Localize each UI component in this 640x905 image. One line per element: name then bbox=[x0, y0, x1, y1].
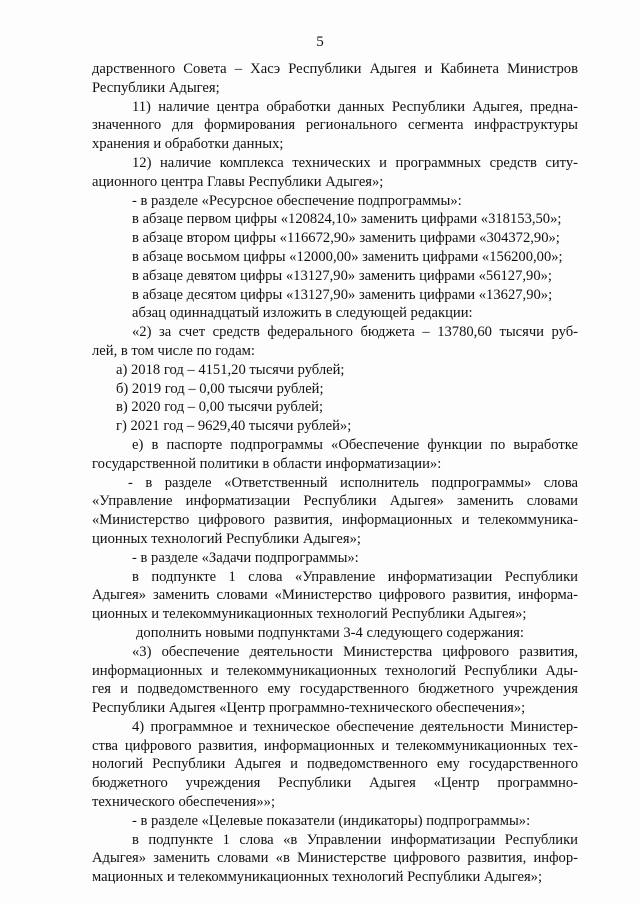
text-line: хранения и обработки данных; bbox=[92, 136, 284, 153]
text-line: б) 2019 год – 0,00 тысячи рублей; bbox=[116, 380, 324, 397]
text-line: в) 2020 год – 0,00 тысячи рублей; bbox=[116, 399, 324, 416]
text-line: в абзаце девятом цифры «13127,90» заменить цифрами «56127,90»; bbox=[132, 267, 552, 284]
text-line: гея и подведомственного ему государственного бюджетного учреждения bbox=[92, 681, 578, 698]
text-line: - в разделе «Целевые показатели (индикаторы) подпрограммы»: bbox=[132, 812, 531, 829]
text-line: дарственного Совета – Хасэ Республики Адыгея и Кабинета Министров bbox=[92, 61, 578, 77]
text-line: абзац одиннадцатый изложить в следующей редакции: bbox=[132, 305, 473, 322]
text-line: в абзаце втором цифры «116672,90» заменить цифрами «304372,90»; bbox=[132, 230, 560, 247]
text-line: ционных и телекоммуникационных технологий Республики Адыгея»; bbox=[92, 606, 527, 623]
text-line: дополнить новыми подпунктами 3-4 следующего содержания: bbox=[136, 624, 524, 641]
text-line: ционных технологий Республики Адыгея»; bbox=[92, 530, 361, 547]
text-line: «2) за счет средств федерального бюджета – 13780,60 тысячи руб- bbox=[132, 324, 578, 341]
text-line: мационных и телекоммуникационных технологий Республики Адыгея»; bbox=[92, 869, 543, 886]
text-line: г) 2021 год – 9629,40 тысячи рублей»; bbox=[116, 418, 352, 435]
page-number: 5 bbox=[316, 34, 324, 50]
document-body bbox=[92, 60, 578, 887]
text-line: Республики Адыгея; bbox=[92, 79, 220, 96]
text-line: 12) наличие комплекса технических и программных средств ситу- bbox=[132, 154, 578, 171]
text-line: в подпункте 1 слова «в Управлении информатизации Республики bbox=[132, 831, 578, 848]
text-line: в абзаце десятом цифры «13127,90» заменить цифрами «13627,90»; bbox=[132, 286, 553, 303]
text-line: 4) программное и техническое обеспечение деятельности Министер- bbox=[132, 718, 578, 735]
text-line: а) 2018 год – 4151,20 тысячи рублей; bbox=[116, 361, 345, 378]
text-line: ационного центра Главы Республики Адыгея»; bbox=[92, 173, 384, 190]
text-line: ства цифрового развития, информационных и телекоммуникационных тех- bbox=[92, 737, 578, 754]
text-line: значенного для формирования регионального сегмента инфраструктуры bbox=[92, 117, 578, 134]
text-line: «Управление информатизации Республики Адыгея» заменить словами bbox=[92, 493, 578, 510]
text-line: - в разделе «Ответственный исполнитель подпрограммы» слова bbox=[128, 474, 578, 491]
text-line: информационных и телекоммуникационных технологий Республики Ады- bbox=[92, 662, 578, 679]
text-line: - в разделе «Ресурсное обеспечение подпрограммы»: bbox=[132, 192, 462, 209]
text-line: «3) обеспечение деятельности Министерства цифрового развития, bbox=[132, 643, 578, 660]
text-line: «Министерство цифрового развития, информационных и телекоммуника- bbox=[92, 512, 578, 529]
text-line: государственной политики в области информатизации»: bbox=[92, 455, 442, 472]
text-line: Адыгея» заменить словами «Министерство цифрового развития, информа- bbox=[92, 587, 578, 604]
text-line: е) в паспорте подпрограммы «Обеспечение функции по выработке bbox=[132, 436, 578, 453]
text-line: в абзаце первом цифры «120824,10» заменить цифрами «318153,50»; bbox=[132, 211, 562, 228]
text-line: в абзаце восьмом цифры «12000,00» заменить цифрами «156200,00»; bbox=[132, 248, 563, 265]
text-line: Адыгея» заменить словами «в Министерстве цифрового развития, инфор- bbox=[92, 850, 578, 867]
text-line: - в разделе «Задачи подпрограммы»: bbox=[132, 549, 359, 566]
text-line: лей, в том числе по годам: bbox=[92, 342, 255, 359]
text-line: технического обеспечения»»; bbox=[92, 794, 276, 811]
text-line: Республики Адыгея «Центр программно-технического обеспечения»; bbox=[92, 700, 526, 717]
text-line: нологий Республики Адыгея и подведомственного ему государственного bbox=[92, 756, 578, 773]
text-line: бюджетного учреждения Республики Адыгея «Центр программно- bbox=[92, 775, 578, 792]
text-line: в подпункте 1 слова «Управление информатизации Республики bbox=[132, 568, 578, 585]
text-line: 11) наличие центра обработки данных Республики Адыгея, предна- bbox=[132, 98, 578, 115]
